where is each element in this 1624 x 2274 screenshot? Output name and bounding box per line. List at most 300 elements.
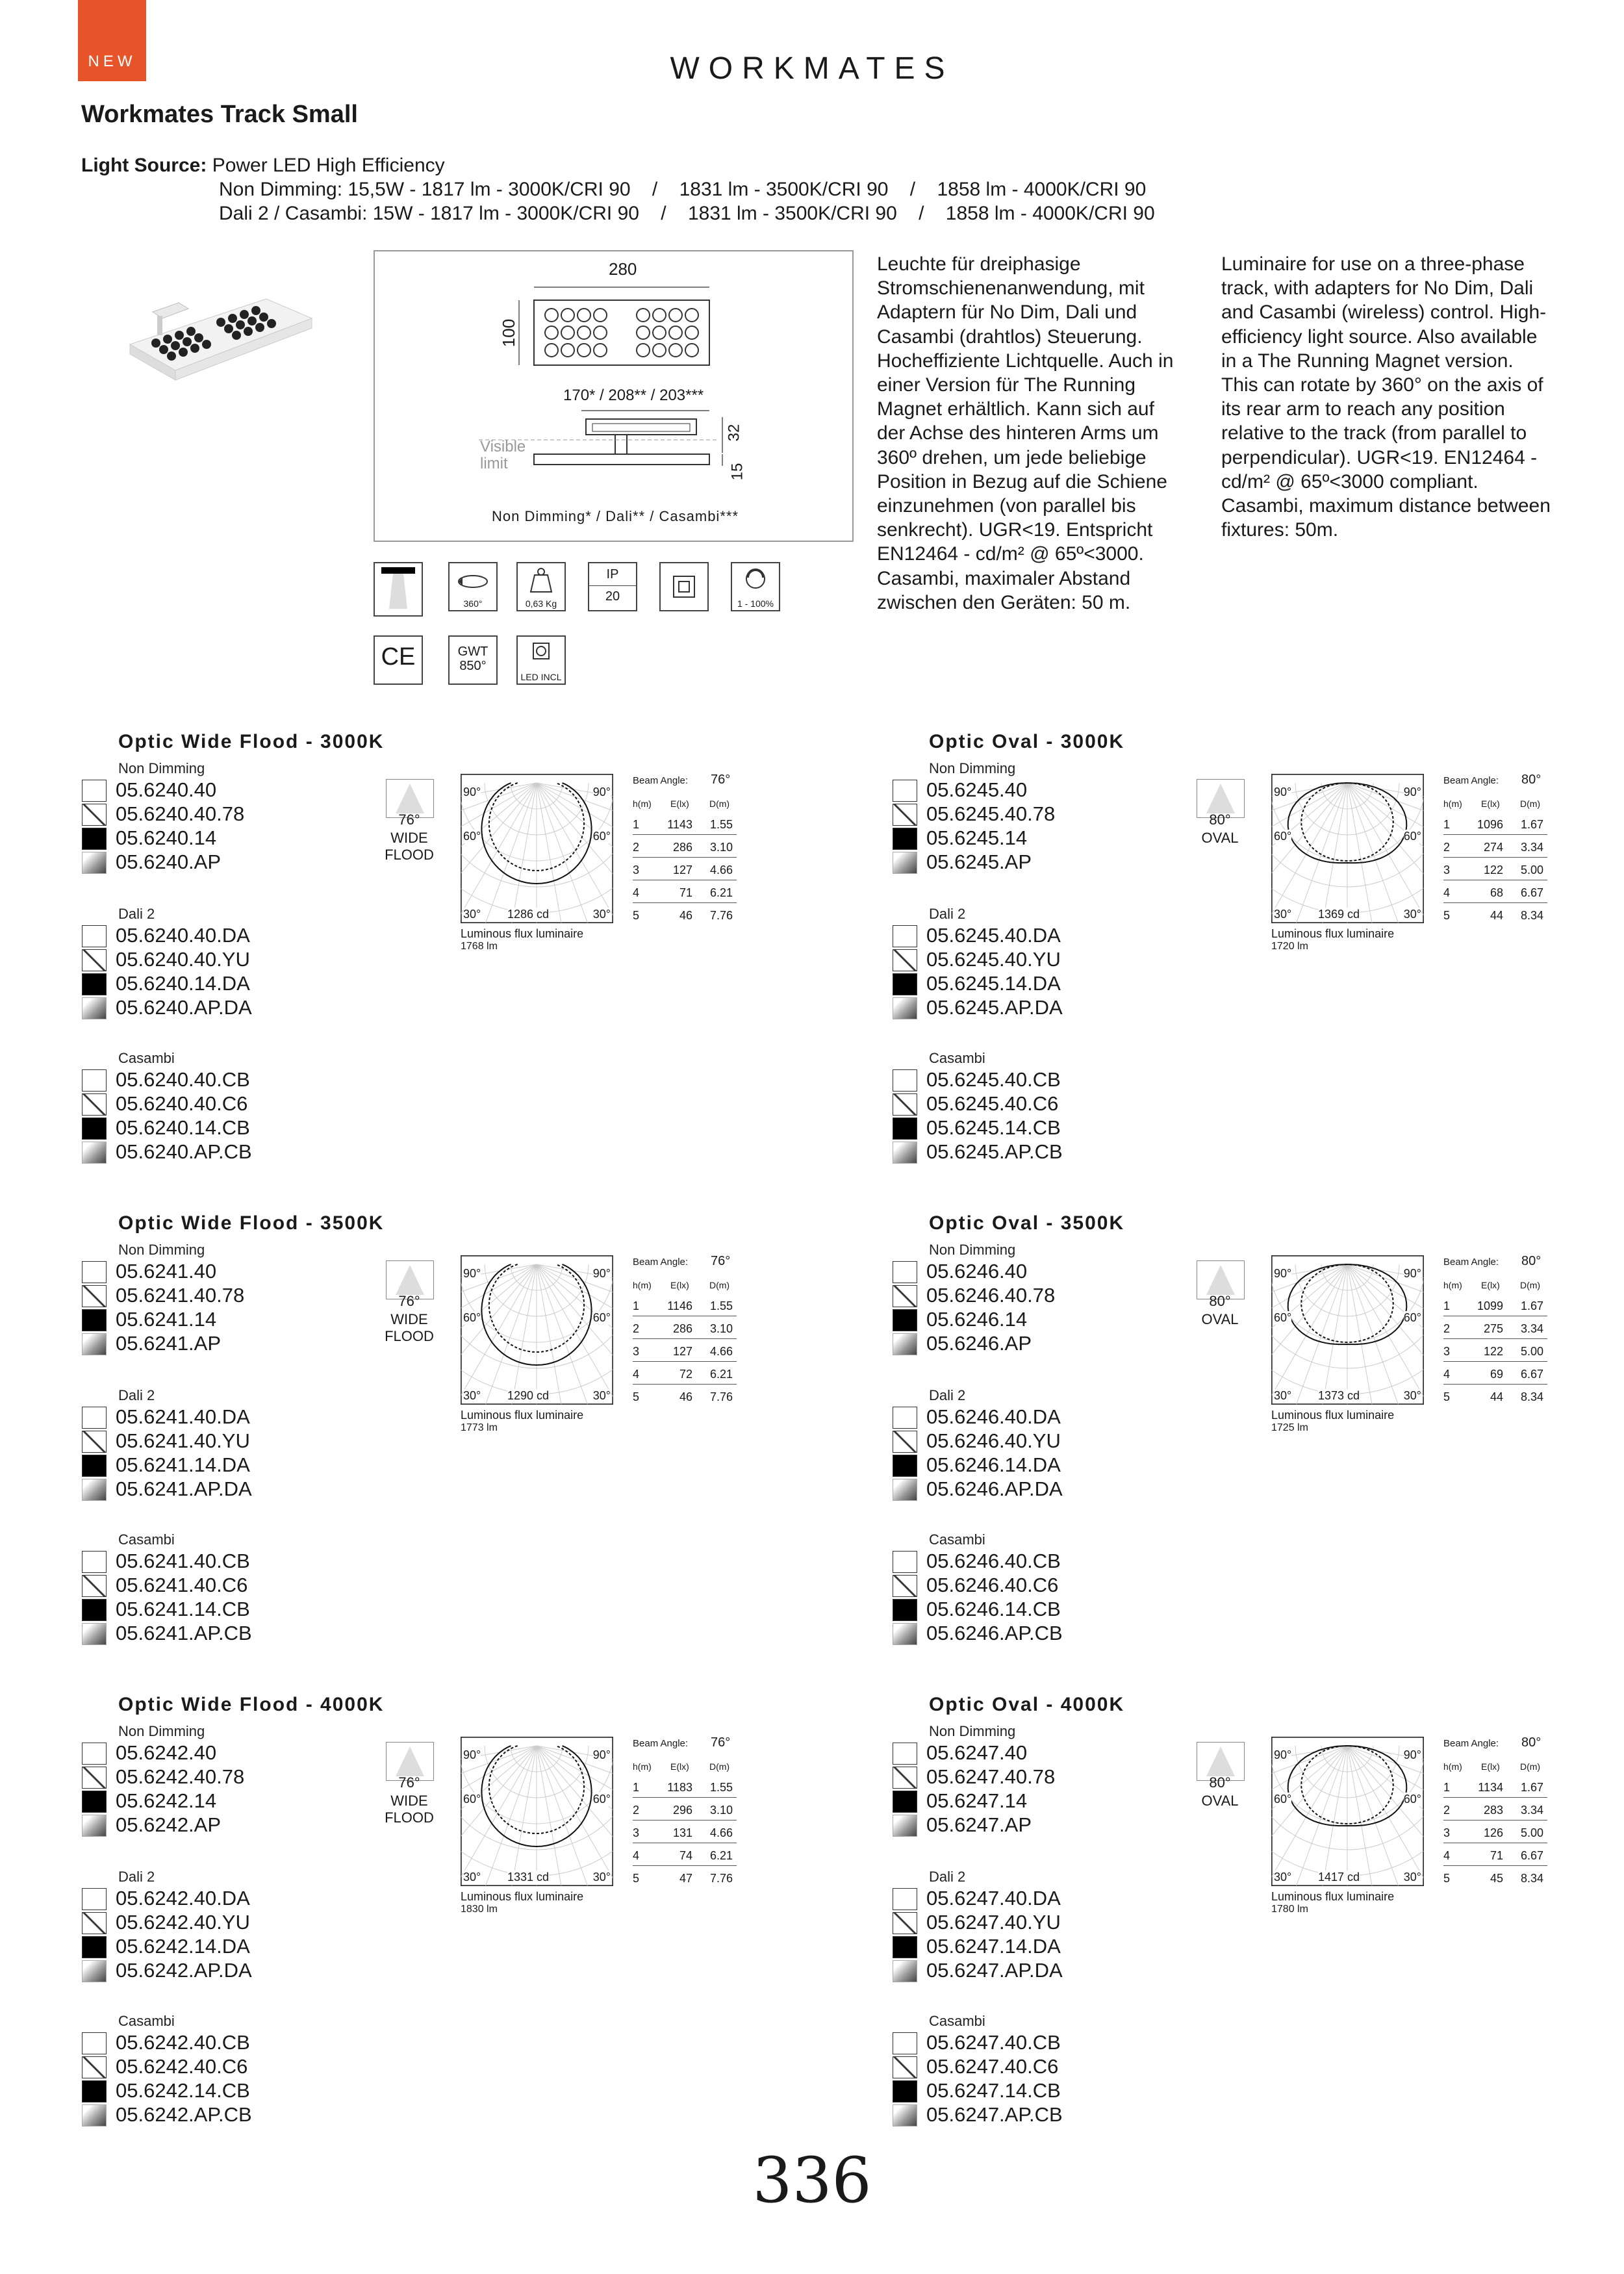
cell-h: 4 [633,1368,640,1381]
cell-e: 72 [679,1368,692,1381]
dim-32: 32 [725,424,743,442]
luminous-flux-label: Luminous flux luminaire [1271,1890,1395,1903]
table-row [633,1821,737,1843]
cell-d: 7.76 [709,1390,733,1403]
code-row [82,850,407,874]
code-row [82,1573,407,1597]
product-code: 05.6241.40.CB [116,1550,250,1572]
product-code: 05.6242.AP [116,1813,222,1836]
finish-swatch [893,1479,917,1501]
code-row [893,947,1217,971]
cell-h: 5 [633,1872,640,1885]
col-d: D(m) [709,798,730,809]
angle-60-left: 60° [463,830,481,843]
product-code: 05.6247.AP.DA [926,1959,1063,1982]
angle-90-right: 90° [592,1748,611,1761]
cell-d: 6.67 [1520,1368,1543,1381]
finish-swatch [893,973,917,995]
light-source-line2: Non Dimming: 15,5W - 1817 lm - 3000K/CRI 90 / 1831 lm - 3500K/CRI 90 / 1858 lm - 4000K/CRI 90 [219,179,1147,200]
code-row [893,1067,1217,1092]
code-row [82,1259,407,1283]
cell-d: 4.66 [709,1826,733,1839]
section-title: Optic Wide Flood - 3500K [118,1212,385,1234]
finish-swatch [893,828,917,850]
cell-d: 5.00 [1520,863,1543,876]
group-label: Dali 2 [929,1869,966,1885]
table-row [633,858,737,880]
product-code: 05.6247.40.DA [926,1887,1061,1910]
cell-h: 4 [1443,886,1451,899]
finish-swatch [82,1767,107,1789]
code-row [82,1741,407,1765]
product-code: 05.6242.AP.DA [116,1959,252,1982]
group-label: Casambi [929,1050,985,1066]
table-row [1443,1798,1547,1820]
product-code: 05.6245.AP [926,850,1032,873]
code-row [893,1910,1217,1934]
product-code: 05.6242.40.YU [116,1911,250,1934]
cell-h: 3 [633,1345,640,1358]
group-label: Non Dimming [929,760,1016,776]
table-row [1443,1385,1547,1407]
cell-e: 286 [672,1322,692,1335]
finish-swatch [893,2080,917,2102]
group-label: Dali 2 [118,1869,155,1885]
ce-icon: CE [374,635,423,685]
product-code: 05.6246.40.C6 [926,1574,1059,1596]
group-label: Casambi [118,2013,175,2029]
beam-name-label: WIDE FLOOD [385,1793,434,1826]
dim-15: 15 [728,463,746,481]
finish-swatch [82,1551,107,1573]
finish-swatch [82,1455,107,1477]
cell-d: 6.21 [709,1368,733,1381]
cell-h: 3 [1443,1826,1451,1839]
cell-e: 1096 [1477,818,1503,831]
code-list [893,1405,1217,1501]
cell-h: 2 [1443,1804,1451,1817]
code-row [82,1331,407,1355]
code-row [893,1813,1217,1837]
table-row [633,904,737,925]
table-row [1443,1821,1547,1843]
product-code: 05.6245.14 [926,826,1028,849]
product-code: 05.6246.AP.CB [926,1622,1063,1644]
product-code: 05.6240.AP [116,850,222,873]
cell-h: 2 [633,841,640,854]
brand-title: WORKMATES [670,51,954,86]
beam-angle-caption: Beam Angle: [1443,775,1499,786]
finish-swatch [82,1093,107,1116]
angle-90-right: 90° [1403,786,1421,798]
table-row [1443,881,1547,903]
description-german: Leuchte für dreiphasige Stromschienenanwendung, mit Adaptern für No Dim, Dali und Casambi (drahtlos) Steuerung. Hocheffiziente Lichtquelle. Auch in einer Version für The Running Magnet erhältlich. Kann sich auf der Achse des hinteren Arms um 360º drehen, um jede beliebige Position in Bezug auf die Schiene einzunehmen (von parallel bis senkrecht). UGR<19. Entspricht EN12464 - cd/m² @ 65º<3000. Casambi, maximaler Abstand zwischen den Geräten: 50 m. [877,253,1174,613]
product-code: 05.6247.40.78 [926,1765,1056,1788]
optic-section [118,1212,898,1680]
cell-d: 4.66 [709,1345,733,1358]
luminous-flux-value: 1768 lm [461,941,498,952]
code-list [893,1259,1217,1355]
code-row [893,1429,1217,1453]
cell-e: 296 [672,1804,692,1817]
product-code: 05.6241.14.DA [116,1453,250,1476]
product-code: 05.6245.40 [926,778,1028,801]
product-code: 05.6241.40.DA [116,1405,250,1428]
col-d: D(m) [1520,1280,1541,1290]
product-code: 05.6246.14.DA [926,1453,1061,1476]
finish-swatch [893,1455,917,1477]
col-h: h(m) [633,1761,652,1772]
code-row [82,1934,407,1958]
finish-swatch [893,780,917,802]
product-code: 05.6241.40 [116,1260,217,1283]
finish-swatch [82,2032,107,2054]
cell-h: 3 [633,1826,640,1839]
luminous-flux-value: 1830 lm [461,1904,498,1915]
product-code: 05.6242.AP.CB [116,2103,252,2126]
cell-h: 3 [1443,1345,1451,1358]
optic-section [118,1694,898,2162]
cell-d: 3.10 [709,841,733,854]
code-list [82,923,407,1019]
cell-e: 47 [679,1872,692,1885]
col-d: D(m) [709,1280,730,1290]
code-row [82,1789,407,1813]
cell-e: 1099 [1477,1299,1503,1312]
group-label: Dali 2 [929,906,966,922]
finish-swatch [82,780,107,802]
dim-width: 280 [609,259,637,279]
code-row [893,1958,1217,1982]
cell-h: 4 [633,886,640,899]
dim-length-variants: 170* / 208** / 203*** [563,387,704,404]
product-title: Workmates Track Small [81,101,358,128]
col-e: E(lx) [670,1280,689,1290]
col-h: h(m) [1443,1761,1462,1772]
cell-e: 44 [1490,1390,1503,1403]
cell-e: 46 [679,909,692,922]
product-code: 05.6247.40.C6 [926,2055,1059,2078]
gwt-icon: GWT 850° [448,635,498,685]
finish-swatch [82,1069,107,1092]
finish-swatch [82,1936,107,1958]
cell-e: 1143 [667,818,692,831]
cell-e: 71 [679,886,692,899]
table-row [1443,1362,1547,1385]
cell-d: 7.76 [709,909,733,922]
cell-d: 3.34 [1520,1804,1543,1817]
technical-drawing [374,250,854,542]
product-code: 05.6241.AP.DA [116,1477,252,1500]
group-label: Casambi [929,1531,985,1548]
dim-height: 100 [499,318,519,348]
product-code: 05.6246.AP.DA [926,1477,1063,1500]
code-row [893,1886,1217,1910]
cell-h: 1 [633,1781,640,1794]
section-title: Optic Oval - 4000K [929,1694,1125,1715]
table-row [1443,836,1547,858]
section-title: Optic Oval - 3000K [929,731,1125,752]
beam-angle-label: 80° [1209,1293,1231,1309]
angle-60-left: 60° [1274,1311,1292,1324]
finish-swatch [82,1912,107,1934]
code-row [82,1283,407,1307]
product-code: 05.6246.40.YU [926,1429,1061,1452]
finish-swatch [82,1285,107,1307]
product-code: 05.6240.14 [116,826,217,849]
cell-d: 8.34 [1520,1872,1543,1885]
cell-d: 1.67 [1520,1781,1543,1794]
optic-section [926,731,1624,1199]
col-h: h(m) [633,798,652,809]
finish-swatch [893,1815,917,1837]
col-h: h(m) [1443,798,1462,809]
angle-90-right: 90° [592,1267,611,1280]
angle-30-right: 30° [1403,1871,1421,1884]
product-code: 05.6245.14.DA [926,972,1061,995]
product-code: 05.6242.40.C6 [116,2055,248,2078]
col-e: E(lx) [1481,1761,1500,1772]
finish-swatch [82,1599,107,1621]
new-tag: NEW [78,0,146,81]
product-code: 05.6247.14 [926,1789,1028,1812]
table-row [1443,1867,1547,1888]
product-photo [117,273,331,403]
finish-swatch [82,2056,107,2078]
product-code: 05.6240.40.C6 [116,1092,248,1115]
product-code: 05.6242.14 [116,1789,217,1812]
beam-angle-value: 80° [1521,773,1542,787]
code-row [893,1573,1217,1597]
table-row [633,836,737,858]
angle-90-left: 90° [1274,786,1292,798]
code-list [82,1549,407,1645]
code-row [893,1621,1217,1645]
product-code: 05.6246.40.CB [926,1550,1061,1572]
cell-d: 8.34 [1520,909,1543,922]
candela-max: 1331 cd [507,1871,550,1884]
polar-diagram [461,774,613,923]
group-label: Non Dimming [118,760,205,776]
beam-angle-value: 76° [711,1735,731,1750]
optic-section [118,731,898,1199]
code-list [893,2030,1217,2127]
code-row [893,802,1217,826]
code-row [893,1283,1217,1307]
group-label: Casambi [118,1050,175,1066]
product-code: 05.6242.14.DA [116,1935,250,1958]
beam-angle-caption: Beam Angle: [633,775,689,786]
product-code: 05.6241.40.YU [116,1429,250,1452]
finish-swatch [893,1431,917,1453]
finish-swatch [82,1960,107,1982]
beam-angle-caption: Beam Angle: [633,1257,689,1268]
finish-swatch [893,1333,917,1355]
product-code: 05.6241.AP.CB [116,1622,252,1644]
code-list [893,923,1217,1019]
angle-60-right: 60° [1403,1311,1421,1324]
beam-angle-label: 80° [1209,1774,1231,1791]
finish-swatch [893,1407,917,1429]
finish-swatch [82,828,107,850]
finish-swatch [893,2056,917,2078]
table-row [1443,858,1547,880]
product-code: 05.6245.AP.DA [926,996,1063,1019]
cell-e: 1134 [1478,1781,1503,1794]
cell-h: 2 [1443,1322,1451,1335]
finish-swatch [82,1407,107,1429]
angle-90-right: 90° [1403,1748,1421,1761]
cell-d: 1.67 [1520,1299,1543,1312]
section-title: Optic Oval - 3500K [929,1212,1125,1234]
finish-swatch [893,1069,917,1092]
finish-swatch [82,1815,107,1837]
cell-h: 3 [1443,863,1451,876]
cell-e: 275 [1483,1322,1503,1335]
cell-e: 122 [1483,863,1503,876]
product-code: 05.6245.40.CB [926,1068,1061,1091]
candela-max: 1290 cd [507,1389,550,1402]
cell-e: 283 [1483,1804,1503,1817]
cell-d: 3.10 [709,1804,733,1817]
code-row [82,2030,407,2054]
product-code: 05.6242.14.CB [116,2079,250,2102]
angle-30-left: 30° [1274,1871,1292,1884]
cell-d: 6.21 [709,886,733,899]
visible-limit-label: Visible limit [480,438,526,472]
code-row [82,1549,407,1573]
cell-d: 6.67 [1520,1849,1543,1862]
code-row [82,923,407,947]
finish-swatch [82,1479,107,1501]
code-row [893,778,1217,802]
code-row [82,2102,407,2127]
product-code: 05.6247.AP [926,1813,1032,1836]
finish-swatch [82,2104,107,2127]
cell-h: 5 [633,1390,640,1403]
code-row [893,971,1217,995]
code-row [82,1765,407,1789]
variants-note: Non Dimming* / Dali** / Casambi*** [492,508,739,524]
product-code: 05.6240.AP.CB [116,1140,252,1163]
product-code: 05.6245.40.DA [926,924,1061,947]
code-row [893,1741,1217,1765]
product-code: 05.6247.14.CB [926,2079,1061,2102]
table-row [633,1844,737,1866]
angle-30-left: 30° [1274,1389,1292,1402]
product-code: 05.6246.40 [926,1260,1028,1283]
product-code: 05.6240.40.CB [116,1068,250,1091]
code-row [82,1067,407,1092]
product-code: 05.6241.14.CB [116,1598,250,1620]
beam-angle-caption: Beam Angle: [1443,1738,1499,1749]
product-code: 05.6245.14.CB [926,1116,1061,1139]
cell-e: 74 [679,1849,692,1862]
code-list [82,778,407,874]
table-row [633,881,737,903]
group-label: Non Dimming [118,1242,205,1258]
optic-section [926,1694,1624,2162]
angle-60-right: 60° [592,830,611,843]
product-code: 05.6240.40.78 [116,802,245,825]
beam-name-label: OVAL [1201,1793,1239,1809]
col-e: E(lx) [1481,798,1500,809]
angle-90-left: 90° [1274,1267,1292,1280]
cell-d: 4.66 [709,863,733,876]
beam-angle-caption: Beam Angle: [1443,1257,1499,1268]
beam-name-label: WIDE FLOOD [385,1311,434,1344]
group-label: Non Dimming [118,1723,205,1739]
table-row [633,1340,737,1362]
angle-60-right: 60° [592,1311,611,1324]
cell-h: 3 [633,863,640,876]
code-row [82,778,407,802]
code-row [82,1910,407,1934]
product-code: 05.6247.AP.CB [926,2103,1063,2126]
code-row [893,2078,1217,2102]
candela-max: 1286 cd [507,908,550,921]
luminous-flux-label: Luminous flux luminaire [461,927,584,940]
polar-diagram [1271,774,1424,923]
table-row [633,1867,737,1888]
table-row [1443,1776,1547,1798]
code-row [893,1789,1217,1813]
finish-swatch [893,1912,917,1934]
code-row [82,802,407,826]
col-d: D(m) [709,1761,730,1772]
col-h: h(m) [633,1280,652,1290]
cell-d: 6.21 [709,1849,733,1862]
finish-swatch [82,1309,107,1331]
light-source-line1: Power LED High Efficiency [212,155,445,176]
angle-30-left: 30° [1274,908,1292,921]
angle-90-left: 90° [1274,1748,1292,1761]
cell-e: 44 [1490,909,1503,922]
col-d: D(m) [1520,1761,1541,1772]
cell-h: 5 [1443,1872,1451,1885]
code-row [893,1765,1217,1789]
group-label: Dali 2 [118,906,155,922]
code-row [893,1331,1217,1355]
finish-swatch [893,925,917,947]
beam-down-icon [374,562,423,617]
finish-swatch [82,2080,107,2102]
table-row [1443,1844,1547,1866]
code-row [893,1453,1217,1477]
code-row [82,826,407,850]
cell-e: 131 [672,1826,692,1839]
cell-e: 127 [672,1345,692,1358]
finish-swatch [82,925,107,947]
optic-section [926,1212,1624,1680]
page-number: 336 [752,2144,872,2217]
group-label: Non Dimming [929,1723,1016,1739]
product-code: 05.6245.AP.CB [926,1140,1063,1163]
angle-60-right: 60° [1403,1793,1421,1806]
cell-h: 1 [1443,1299,1451,1312]
product-code: 05.6246.14.CB [926,1598,1061,1620]
finish-swatch [893,1551,917,1573]
cell-h: 2 [1443,841,1451,854]
code-row [893,1140,1217,1164]
cell-e: 274 [1483,841,1503,854]
cell-h: 4 [1443,1368,1451,1381]
finish-swatch [893,2104,917,2127]
cell-d: 3.10 [709,1322,733,1335]
code-list [893,1741,1217,1837]
code-row [893,1549,1217,1573]
cell-d: 1.67 [1520,818,1543,831]
